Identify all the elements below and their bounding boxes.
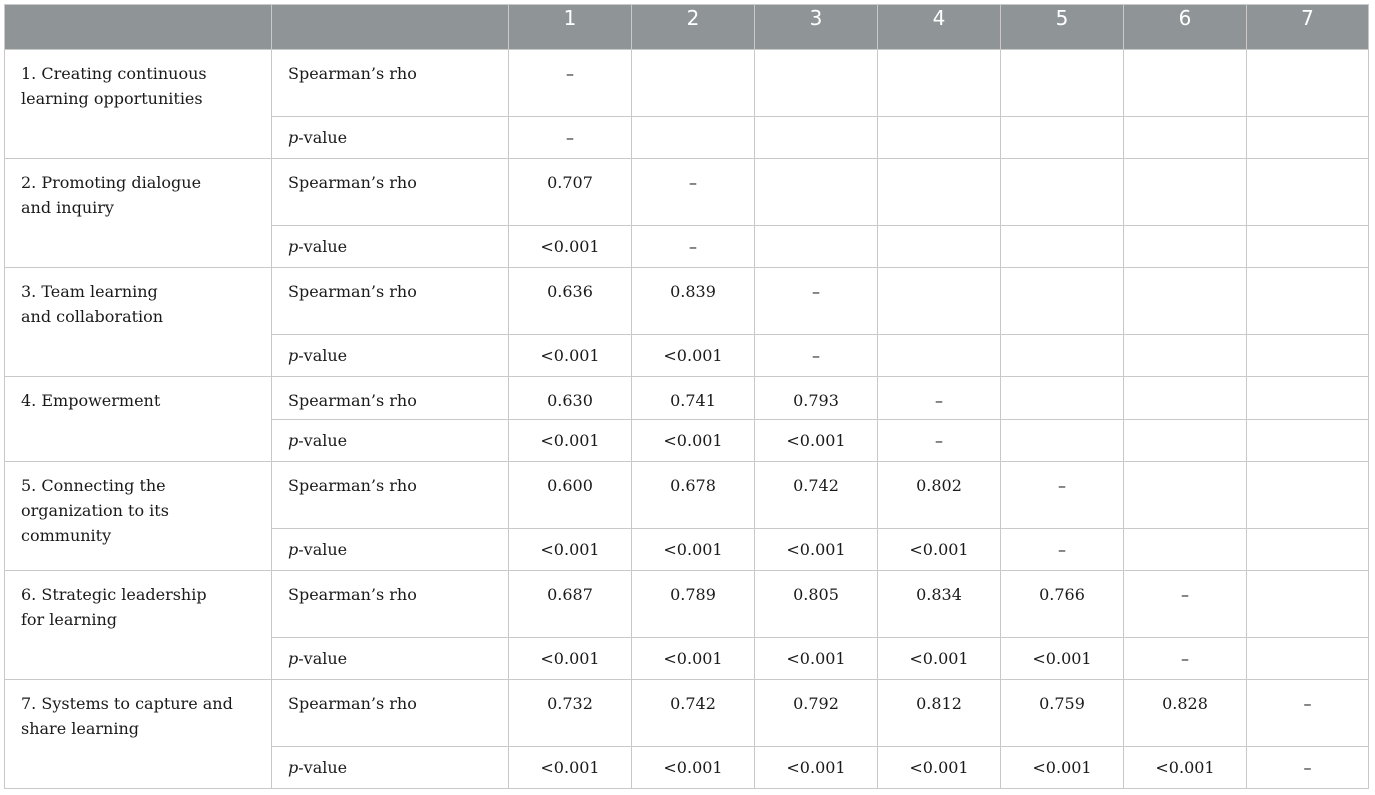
- p-letter: p: [288, 758, 299, 777]
- p-value-cell: –: [1247, 747, 1369, 789]
- p-value-cell: <0.001: [1001, 638, 1124, 680]
- variable-label-line: for learning: [21, 610, 118, 629]
- p-value-cell: –: [1001, 529, 1124, 571]
- stat-label-p-value: [272, 638, 509, 680]
- rho-cell: 0.766: [1001, 571, 1124, 638]
- p-value-cell: [755, 226, 878, 268]
- variable-label: [5, 462, 272, 571]
- rho-cell: [1247, 377, 1369, 420]
- table-row: [5, 50, 1369, 117]
- stat-label-p-value: [272, 335, 509, 377]
- table-row: [5, 571, 1369, 638]
- variable-label-line: 1. Creating continuous: [21, 64, 207, 83]
- p-value-cell: <0.001: [632, 335, 755, 377]
- variable-label-line: 5. Connecting the: [21, 476, 166, 495]
- p-suffix: -value: [298, 237, 348, 256]
- rho-cell: 0.805: [755, 571, 878, 638]
- stat-label-rho: Spearman’s rho: [272, 159, 509, 226]
- rho-cell: 0.742: [755, 462, 878, 529]
- stat-label-rho: Spearman’s rho: [272, 680, 509, 747]
- p-value-cell: <0.001: [632, 747, 755, 789]
- p-value-cell: <0.001: [755, 420, 878, 462]
- p-value-cell: [1001, 335, 1124, 377]
- header-blank-variable: [5, 5, 272, 50]
- variable-label: [5, 377, 272, 462]
- p-value-cell: <0.001: [878, 747, 1001, 789]
- p-value-cell: [1124, 226, 1247, 268]
- rho-cell: 0.732: [509, 680, 632, 747]
- p-value-cell: <0.001: [632, 420, 755, 462]
- rho-cell: [1247, 571, 1369, 638]
- rho-cell: [1001, 50, 1124, 117]
- p-value-cell: [1124, 420, 1247, 462]
- header-col-1: 1: [509, 5, 632, 50]
- rho-cell: [1247, 159, 1369, 226]
- rho-cell: [1124, 159, 1247, 226]
- rho-cell: [755, 50, 878, 117]
- header-col-2: 2: [632, 5, 755, 50]
- rho-cell: 0.812: [878, 680, 1001, 747]
- variable-label-line: share learning: [21, 719, 139, 738]
- p-value-cell: <0.001: [755, 638, 878, 680]
- rho-cell: 0.636: [509, 268, 632, 335]
- p-value-cell: –: [632, 226, 755, 268]
- rho-cell: [1247, 462, 1369, 529]
- rho-cell: 0.741: [632, 377, 755, 420]
- rho-cell: 0.793: [755, 377, 878, 420]
- rho-cell: 0.687: [509, 571, 632, 638]
- p-value-cell: [878, 226, 1001, 268]
- p-value-cell: [632, 117, 755, 159]
- variable-label-line: 3. Team learning: [21, 282, 158, 301]
- stat-label-rho: Spearman’s rho: [272, 462, 509, 529]
- p-value-cell: <0.001: [1124, 747, 1247, 789]
- variable-label: [5, 680, 272, 789]
- p-value-cell: <0.001: [755, 529, 878, 571]
- header-blank-statistic: [272, 5, 509, 50]
- stat-label-p-value: [272, 226, 509, 268]
- rho-cell: 0.834: [878, 571, 1001, 638]
- table-body: [5, 50, 1369, 789]
- table-header: [5, 5, 1369, 50]
- rho-cell: [1001, 159, 1124, 226]
- table-row: [5, 680, 1369, 747]
- p-letter: p: [288, 237, 299, 256]
- rho-cell: [1124, 268, 1247, 335]
- rho-cell: [1124, 462, 1247, 529]
- rho-cell: 0.792: [755, 680, 878, 747]
- rho-cell: 0.828: [1124, 680, 1247, 747]
- rho-cell: [1247, 268, 1369, 335]
- stat-label-rho: Spearman’s rho: [272, 377, 509, 420]
- rho-cell: 0.759: [1001, 680, 1124, 747]
- p-value-cell: <0.001: [509, 747, 632, 789]
- table-row: [5, 462, 1369, 529]
- p-value-cell: <0.001: [509, 638, 632, 680]
- rho-cell: 0.600: [509, 462, 632, 529]
- p-value-cell: <0.001: [509, 529, 632, 571]
- rho-cell: [1124, 50, 1247, 117]
- rho-cell: 0.742: [632, 680, 755, 747]
- p-value-cell: [878, 335, 1001, 377]
- variable-label-line: learning opportunities: [21, 89, 203, 108]
- rho-cell: [878, 50, 1001, 117]
- variable-label: [5, 159, 272, 268]
- p-value-cell: [1247, 117, 1369, 159]
- rho-cell: 0.630: [509, 377, 632, 420]
- p-value-cell: <0.001: [755, 747, 878, 789]
- rho-cell: –: [1247, 680, 1369, 747]
- p-value-cell: [1001, 226, 1124, 268]
- variable-label-line: and inquiry: [21, 198, 114, 217]
- header-row: [5, 5, 1369, 50]
- variable-label-line: 2. Promoting dialogue: [21, 173, 202, 192]
- rho-cell: [1124, 377, 1247, 420]
- p-value-cell: [1247, 638, 1369, 680]
- table-row: [5, 268, 1369, 335]
- p-value-cell: [1247, 529, 1369, 571]
- p-value-cell: <0.001: [509, 420, 632, 462]
- p-letter: p: [288, 431, 299, 450]
- rho-cell: [878, 159, 1001, 226]
- header-col-7: 7: [1247, 5, 1369, 50]
- variable-label-line: and collaboration: [21, 307, 164, 326]
- rho-cell: –: [509, 50, 632, 117]
- p-value-cell: [1247, 335, 1369, 377]
- p-suffix: -value: [298, 540, 348, 559]
- p-suffix: -value: [298, 346, 348, 365]
- stat-label-rho: Spearman’s rho: [272, 268, 509, 335]
- stat-label-p-value: [272, 420, 509, 462]
- p-value-cell: <0.001: [878, 638, 1001, 680]
- stat-label-p-value: [272, 529, 509, 571]
- header-col-6: 6: [1124, 5, 1247, 50]
- p-value-cell: [1001, 117, 1124, 159]
- rho-cell: [755, 159, 878, 226]
- rho-cell: [878, 268, 1001, 335]
- rho-cell: 0.789: [632, 571, 755, 638]
- correlation-table: [4, 4, 1369, 789]
- rho-cell: 0.678: [632, 462, 755, 529]
- p-suffix: -value: [298, 649, 348, 668]
- p-value-cell: –: [509, 117, 632, 159]
- variable-label: [5, 50, 272, 159]
- p-letter: p: [288, 346, 299, 365]
- stat-label-p-value: [272, 117, 509, 159]
- header-col-4: 4: [878, 5, 1001, 50]
- rho-cell: 0.839: [632, 268, 755, 335]
- variable-label: [5, 571, 272, 680]
- rho-cell: –: [1001, 462, 1124, 529]
- p-suffix: -value: [298, 128, 348, 147]
- rho-cell: [1001, 377, 1124, 420]
- table-row: [5, 377, 1369, 420]
- variable-label-line: 4. Empowerment: [21, 391, 161, 410]
- rho-cell: –: [878, 377, 1001, 420]
- p-value-cell: <0.001: [632, 529, 755, 571]
- rho-cell: 0.707: [509, 159, 632, 226]
- stat-label-p-value: [272, 747, 509, 789]
- p-value-cell: [755, 117, 878, 159]
- header-col-5: 5: [1001, 5, 1124, 50]
- p-value-cell: –: [1124, 638, 1247, 680]
- rho-cell: [1247, 50, 1369, 117]
- p-value-cell: [1247, 420, 1369, 462]
- p-suffix: -value: [298, 431, 348, 450]
- stat-label-rho: Spearman’s rho: [272, 50, 509, 117]
- table-row: [5, 159, 1369, 226]
- p-value-cell: –: [878, 420, 1001, 462]
- p-letter: p: [288, 128, 299, 147]
- p-value-cell: [1247, 226, 1369, 268]
- p-value-cell: [1124, 117, 1247, 159]
- rho-cell: [1001, 268, 1124, 335]
- p-value-cell: <0.001: [632, 638, 755, 680]
- p-value-cell: <0.001: [878, 529, 1001, 571]
- variable-label-line: organization to its community: [21, 501, 169, 545]
- p-value-cell: <0.001: [509, 226, 632, 268]
- rho-cell: 0.802: [878, 462, 1001, 529]
- rho-cell: –: [755, 268, 878, 335]
- p-value-cell: <0.001: [1001, 747, 1124, 789]
- p-value-cell: [1001, 420, 1124, 462]
- rho-cell: –: [1124, 571, 1247, 638]
- rho-cell: [632, 50, 755, 117]
- p-value-cell: [1124, 335, 1247, 377]
- stat-label-rho: Spearman’s rho: [272, 571, 509, 638]
- p-value-cell: [1124, 529, 1247, 571]
- p-value-cell: –: [755, 335, 878, 377]
- variable-label-line: 7. Systems to capture and: [21, 694, 233, 713]
- p-letter: p: [288, 649, 299, 668]
- variable-label-line: 6. Strategic leadership: [21, 585, 207, 604]
- p-value-cell: <0.001: [509, 335, 632, 377]
- variable-label: [5, 268, 272, 377]
- p-suffix: -value: [298, 758, 348, 777]
- header-col-3: 3: [755, 5, 878, 50]
- p-value-cell: [878, 117, 1001, 159]
- p-letter: p: [288, 540, 299, 559]
- rho-cell: –: [632, 159, 755, 226]
